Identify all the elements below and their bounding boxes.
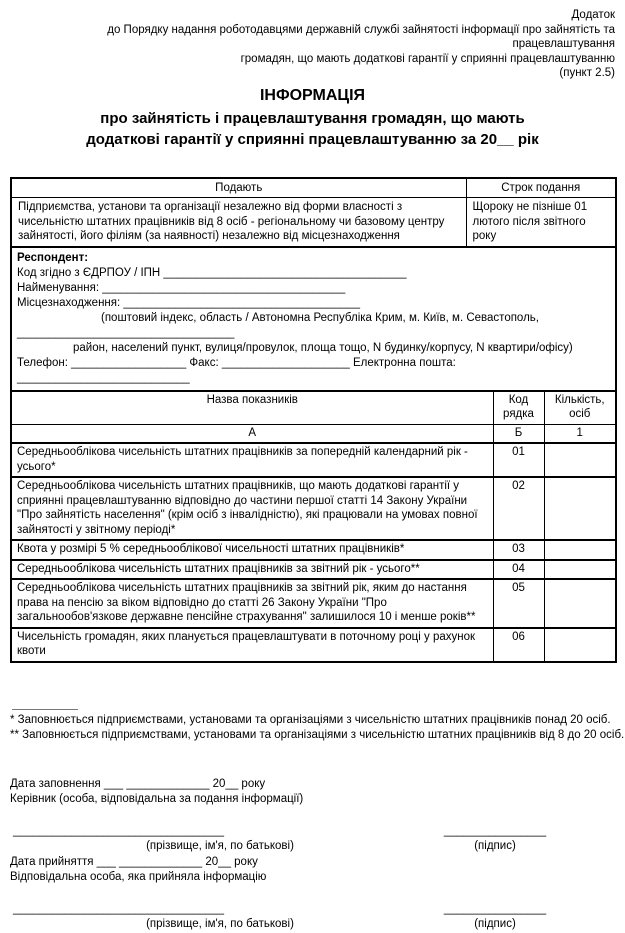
annex-line-1: Додаток [571, 9, 615, 21]
responsible-role-label: Відповідальна особа, яка прийняла інформацію [10, 871, 267, 883]
row-code: 02 [493, 477, 544, 540]
row-count-cell [544, 443, 616, 477]
location-field: Місцезнаходження: _____________________________________ [17, 296, 361, 309]
row-count-cell [544, 579, 616, 628]
row-name: Середньооблікова чисельність штатних працівників за звітний рік - усього** [11, 560, 493, 580]
table-row [11, 560, 616, 580]
address-hint-1: (поштовий індекс, область / Автономна Республіка Крим, м. Київ, м. Севастополь, [101, 311, 539, 324]
footnote-rule [12, 709, 78, 710]
annex-line-4: (пункт 2.5) [559, 67, 615, 79]
table-row [11, 628, 616, 662]
address-hint-2: район, населений пункт, вулиця/провулок, площа тощо, N будинку/корпусу, N квартири/офісу) [73, 341, 573, 354]
responsible-name-line: _________________________________ [13, 902, 225, 915]
subheader-1: 1 [544, 424, 616, 443]
accept-date-line: Дата прийняття ___ _____________ 20__ року [10, 855, 258, 868]
table-row [11, 477, 616, 540]
edrpou-field: Код згідно з ЄДРПОУ / ІПН ______________________________________ [17, 266, 407, 279]
submission-table [10, 177, 617, 392]
indicators-table [10, 392, 617, 663]
subheader-b: Б [493, 424, 544, 443]
page-subtitle: про зайнятість і працевлаштування громадян, що мають додаткові гарантії у сприянні працевлаштуванню за 20__ рік [86, 109, 539, 148]
row-code: 03 [493, 540, 544, 560]
head-name-line: _________________________________ [13, 824, 225, 837]
deadline-text: Щороку не пізніше 01 лютого після звітного року [466, 198, 616, 247]
deadline-header: Строк подання [466, 178, 616, 198]
row-code: 04 [493, 560, 544, 580]
row-name: Середньооблікова чисельність штатних працівників, що мають додаткові гарантії у сприянні працевлаштуванню відповідно до частини першої статті 14 Закону України "Про зайнятість населення" (крім осіб з інвалідністю), які працювали на умовах повної зайнятості у звітному періоді* [11, 477, 493, 540]
fill-date-line: Дата заповнення ___ _____________ 20__ року [10, 777, 266, 790]
footnote-1: * Заповнюється підприємствами, установами та організаціями з чисельністю штатних працівників понад 20 осіб. [10, 713, 611, 726]
table-row [11, 443, 616, 477]
respondent-section [11, 247, 616, 391]
respondent-label: Респондент: [17, 251, 89, 264]
name-field: Найменування: ______________________________________ [17, 281, 346, 294]
submitters-header: Подають [11, 178, 466, 198]
row-name: Середньооблікова чисельність штатних працівників за звітний рік, яким до настання права на пенсію за віком відповідно до статті 26 Закону України "Про загальнообов'язкове державне пенсійне страхування" залишилося 10 і менше років** [11, 579, 493, 628]
head-sign-caption: (підпис) [474, 840, 516, 852]
annex-line-3: громадян, що мають додаткові гарантії у сприянні працевлаштуванню [240, 52, 615, 65]
column-header-code: Код рядка [493, 392, 544, 425]
row-name: Середньооблікова чисельність штатних працівників за попередній календарний рік - усього* [11, 443, 493, 477]
head-name-caption: (прізвище, ім'я, по батькові) [146, 840, 294, 852]
row-code: 06 [493, 628, 544, 662]
row-count-cell [544, 628, 616, 662]
row-code: 01 [493, 443, 544, 477]
column-header-name: Назва показників [11, 392, 493, 425]
annex-line-2: до Порядку надання роботодавцями державній службі зайнятості інформації про зайнятість та працевлаштування [107, 23, 615, 50]
head-signature-row [10, 824, 615, 855]
annex-note [10, 8, 615, 81]
address-blank-line: __________________________________ [17, 326, 235, 339]
row-code: 05 [493, 579, 544, 628]
head-sign-line: ________________ [443, 824, 547, 837]
row-count-cell [544, 477, 616, 540]
responsible-sign-caption: (підпис) [474, 918, 516, 930]
signature-section [10, 777, 615, 933]
page-title: ІНФОРМАЦІЯ [259, 86, 366, 104]
table-row [11, 579, 616, 628]
contacts-field: Телефон: __________________ Факс: ____________________ Електронна пошта: ___________________________ [17, 356, 456, 384]
responsible-signature-row [10, 902, 615, 933]
responsible-sign-line: ________________ [443, 902, 547, 915]
footnote-2: ** Заповнюється підприємствами, установами та організаціями з чисельністю штатних працівників від 8 до 20 осіб. [10, 729, 625, 741]
row-count-cell [544, 540, 616, 560]
head-role-label: Керівник (особа, відповідальна за подання інформації) [10, 793, 304, 805]
table-row [11, 540, 616, 560]
responsible-name-caption: (прізвище, ім'я, по батькові) [146, 918, 294, 930]
submitters-text: Підприємства, установи та організації незалежно від форми власності з чисельністю штатних працівників від 8 осіб - регіональному чи базовому центру зайнятості, його філіям (за наявності) незалежно від місцезнаходження [11, 198, 466, 247]
row-count-cell [544, 560, 616, 580]
column-header-count: Кількість, осіб [544, 392, 616, 425]
subheader-a: А [11, 424, 493, 443]
row-name: Квота у розмірі 5 % середньооблікової чисельності штатних працівників* [11, 540, 493, 560]
row-name: Чисельність громадян, яких планується працевлаштувати в поточному році у рахунок квоти [11, 628, 493, 662]
